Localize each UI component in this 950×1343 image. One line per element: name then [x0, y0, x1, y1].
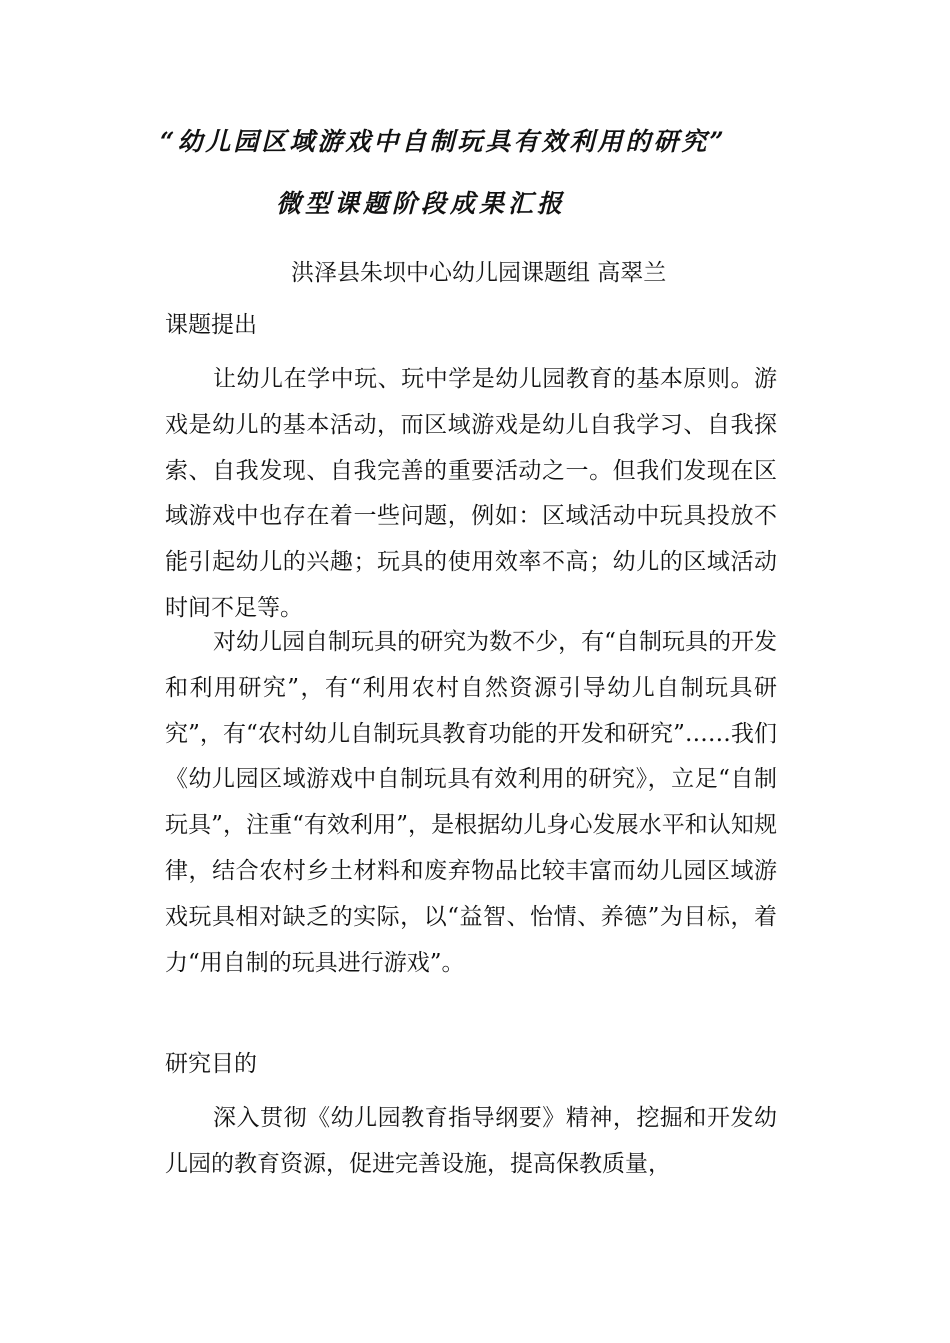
author-line: 洪泽县朱坝中心幼儿园课题组 高翠兰 [291, 260, 667, 286]
document-subtitle: 微型课题阶段成果汇报 [276, 189, 567, 218]
paragraph-purpose-1: 深入贯彻《幼儿园教育指导纲要》精神，挖掘和开发幼儿园的教育资源，促进完善设施，提高保教质量， [165, 1105, 777, 1177]
paragraph-proposal-2: 对幼儿园自制玩具的研究为数不少，有“自制玩具的开发和利用研究”，有“利用农村自然资源引导幼儿自制玩具研究”，有“农村幼儿自制玩具教育功能的开发和研究”……我们《幼儿园区域游戏中自制玩具有效利用的研究》，立足“自制玩具”，注重“有效利用”，是根据幼儿身心发展水平和认知规律，结合农村乡土材料和废弃物品比较丰富而幼儿园区域游戏玩具相对缺乏的实际，以“益智、怡情、养德”为目标，着力“用自制的玩具进行游戏”。 [165, 629, 777, 976]
section-heading-purpose: 研究目的 [165, 1051, 257, 1077]
paragraph-proposal-1: 让幼儿在学中玩、玩中学是幼儿园教育的基本原则。游戏是幼儿的基本活动，而区域游戏是幼儿自我学习、自我探索、自我发现、自我完善的重要活动之一。但我们发现在区域游戏中也存在着一些问题，例如：区域活动中玩具投放不能引起幼儿的兴趣；玩具的使用效率不高；幼儿的区域活动时间不足等。 [165, 366, 777, 621]
document-title: “幼儿园区域游戏中自制玩具有效利用的研究” [160, 127, 727, 156]
section-heading-proposal: 课题提出 [165, 312, 257, 338]
